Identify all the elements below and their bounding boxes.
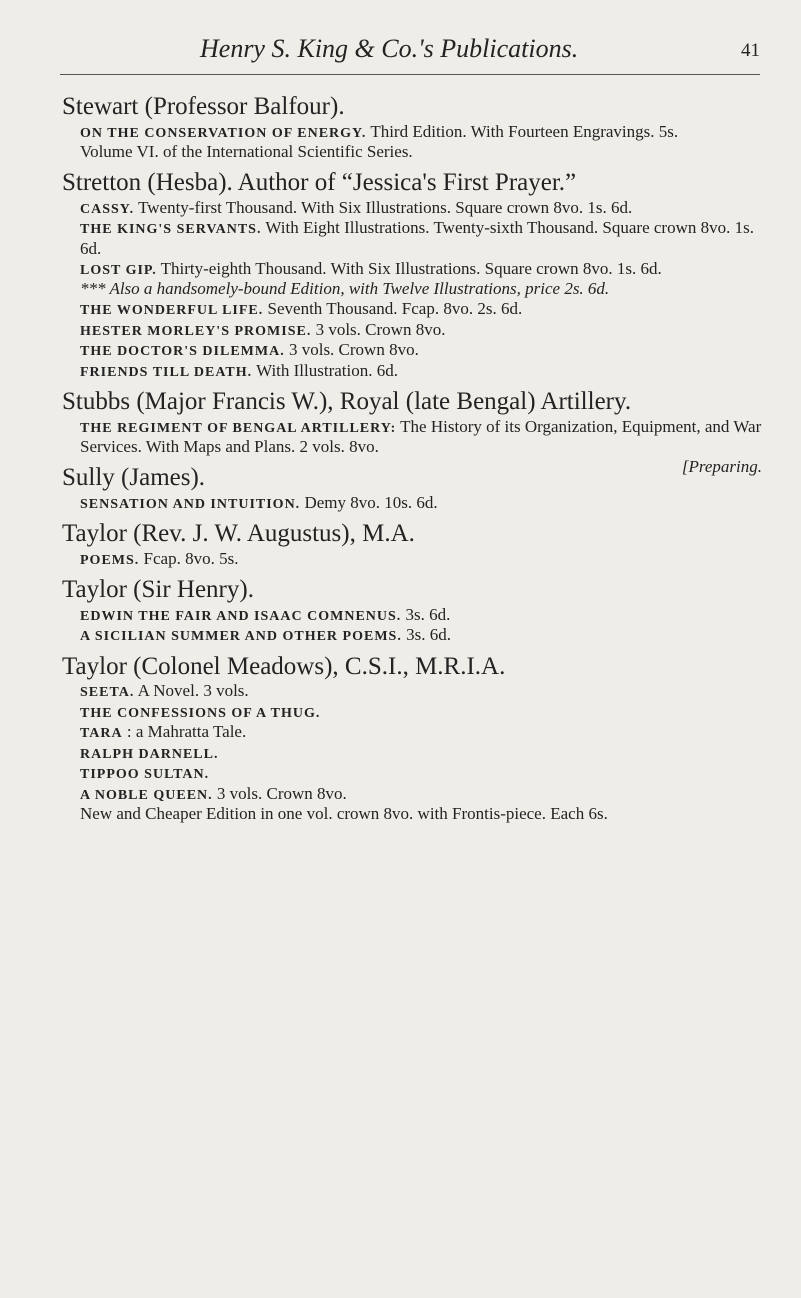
book-entry: [62, 743, 762, 764]
book-entry: [62, 218, 762, 259]
book-title: LOST GIP.: [80, 262, 157, 278]
book-details: : a Mahratta Tale.: [122, 722, 247, 742]
book-entry: [62, 625, 762, 646]
book-details: With Eight Illustrations. Twenty-sixth Thousand. Square crown 8vo. 1s. 6d.: [80, 218, 754, 258]
book-details: Seventh Thousand. Fcap. 8vo. 2s. 6d.: [263, 299, 523, 319]
page-number: 41: [741, 40, 760, 61]
author-heading: Taylor (Sir Henry).: [62, 576, 254, 604]
book-entry: [62, 340, 762, 361]
status-note: [Preparing.: [681, 457, 762, 477]
book-details: 3s. 6d.: [401, 625, 451, 645]
book-entry: [62, 722, 762, 743]
book-entry: [62, 681, 762, 702]
catalogue-content: [62, 86, 762, 825]
book-title: ON THE CONSERVATION OF ENERGY.: [80, 125, 367, 141]
author-heading: Stewart (Professor Balfour).: [62, 93, 345, 120]
book-title: SEETA.: [80, 685, 135, 701]
book-details: 3s. 6d.: [401, 604, 451, 624]
book-entry: [62, 259, 762, 280]
book-details: Fcap. 8vo. 5s.: [139, 548, 239, 568]
book-title: THE KING'S SERVANTS.: [80, 222, 262, 238]
book-details: 3 vols. Crown 8vo.: [284, 340, 419, 360]
book-title: CASSY.: [80, 201, 135, 217]
book-entry: [62, 122, 762, 143]
book-entry: [62, 702, 762, 723]
book-entry: [62, 763, 762, 784]
book-details: The History of its Organization, Equipment, and War Services. With Maps and Plans. 2 vols. 8vo.: [80, 416, 762, 457]
header-title: Henry S. King & Co.'s Publications.: [200, 34, 579, 63]
book-entry: [62, 417, 762, 458]
book-details: Demy 8vo. 10s. 6d.: [300, 492, 438, 512]
book-entry: [62, 320, 762, 341]
book-title: THE REGIMENT OF BENGAL ARTILLERY:: [80, 420, 397, 436]
book-title: A NOBLE QUEEN.: [80, 787, 213, 803]
book-title: RALPH DARNELL.: [80, 746, 219, 762]
book-details: With Illustration. 6d.: [252, 360, 398, 380]
header-rule: [60, 74, 760, 75]
book-entry: [62, 361, 762, 382]
book-entry: [62, 198, 762, 219]
book-title: THE WONDERFUL LIFE.: [80, 303, 264, 319]
book-entry: [62, 784, 762, 805]
entry-continuation: Volume VI. of the International Scientific Series.: [80, 142, 413, 162]
entry-continuation: New and Cheaper Edition in one vol. crown 8vo. with Frontis-piece. Each 6s.: [80, 804, 608, 824]
book-title: SENSATION AND INTUITION.: [80, 496, 301, 512]
book-title: THE DOCTOR'S DILEMMA.: [80, 344, 285, 360]
book-title: POEMS.: [80, 552, 140, 568]
book-title: EDWIN THE FAIR AND ISAAC COMNENUS.: [80, 608, 402, 624]
author-heading: Taylor (Rev. J. W. Augustus), M.A.: [62, 520, 415, 548]
book-details: A Novel. 3 vols.: [134, 681, 249, 701]
book-details: 3 vols. Crown 8vo.: [212, 783, 347, 803]
book-details: Third Edition. With Fourteen Engravings. 5s.: [366, 121, 679, 141]
book-entry: [62, 605, 762, 626]
book-entry: [62, 299, 762, 320]
author-heading: Stretton (Hesba). Author of “Jessica's First Prayer.”: [62, 169, 577, 197]
book-title: A SICILIAN SUMMER AND OTHER POEMS.: [80, 629, 402, 645]
book-title: TARA: [80, 726, 123, 742]
book-title: HESTER MORLEY'S PROMISE.: [80, 323, 312, 339]
author-heading: Stubbs (Major Francis W.), Royal (late Bengal) Artillery.: [62, 388, 632, 416]
edition-note: *** Also a handsomely-bound Edition, with Twelve Illustrations, price 2s. 6d.: [80, 279, 610, 299]
author-heading: Sully (James).: [62, 464, 206, 492]
running-header: [200, 26, 760, 76]
book-entry: [62, 493, 762, 514]
book-details: Thirty-eighth Thousand. With Six Illustrations. Square crown 8vo. 1s. 6d.: [156, 258, 662, 278]
book-title: TIPPOO SULTAN.: [80, 767, 210, 783]
author-heading: Taylor (Colonel Meadows), C.S.I., M.R.I.A.: [62, 652, 506, 680]
book-title: THE CONFESSIONS OF A THUG.: [80, 705, 321, 721]
book-entry: [62, 549, 762, 570]
book-details: Twenty-first Thousand. With Six Illustrations. Square crown 8vo. 1s. 6d.: [134, 197, 633, 217]
book-details: 3 vols. Crown 8vo.: [311, 319, 446, 339]
book-title: FRIENDS TILL DEATH.: [80, 364, 253, 380]
